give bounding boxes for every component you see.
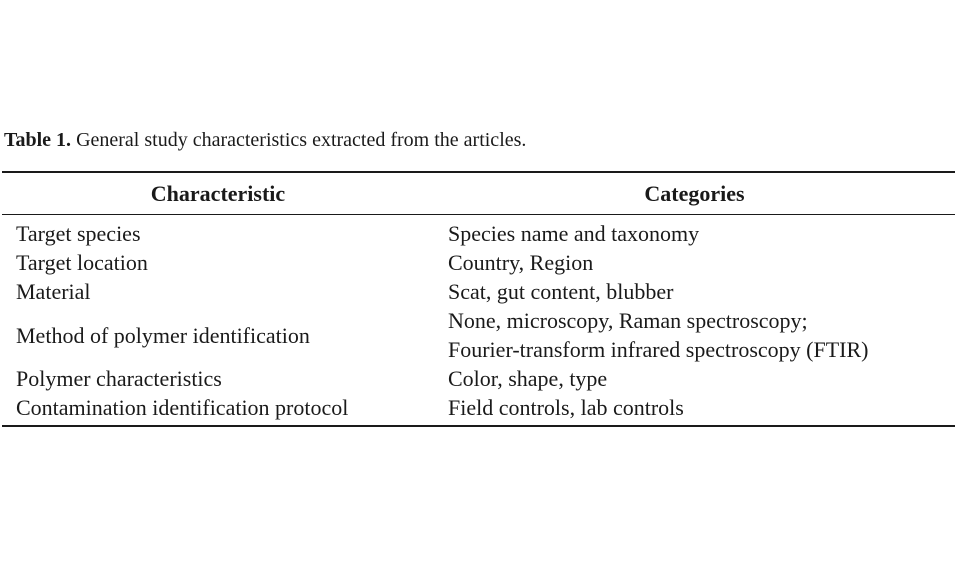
table-body	[2, 215, 955, 426]
table-row	[2, 215, 955, 249]
categories-cell	[434, 248, 955, 277]
characteristic-cell: Method of polymer identification	[16, 322, 310, 348]
column-header-categories: Categories	[434, 173, 955, 215]
study-characteristics-table	[2, 171, 955, 427]
characteristic-cell: Contamination identification protocol	[16, 395, 349, 420]
characteristic-cell: Target location	[16, 250, 148, 275]
table-row	[2, 364, 955, 393]
table-header-row	[2, 173, 955, 215]
categories-line: Species name and taxonomy	[448, 221, 700, 246]
categories-cell	[434, 277, 955, 306]
column-header-characteristic: Characteristic	[2, 173, 434, 215]
table-row	[2, 248, 955, 277]
categories-cell	[434, 393, 955, 425]
table-row	[2, 277, 955, 306]
categories-cell	[434, 364, 955, 393]
characteristic-cell: Target species	[16, 221, 141, 246]
categories-line: Fourier-transform infrared spectroscopy (FTIR)	[448, 337, 869, 362]
categories-line: Country, Region	[448, 250, 594, 275]
categories-line: Color, shape, type	[448, 366, 608, 391]
table-caption	[4, 127, 526, 153]
table-row	[2, 306, 955, 364]
categories-cell	[434, 306, 955, 364]
characteristic-cell: Material	[16, 279, 91, 304]
data-table	[2, 173, 955, 425]
table-caption-text: General study characteristics extracted from the articles.	[76, 129, 527, 151]
characteristic-cell: Polymer characteristics	[16, 366, 222, 391]
table-caption-label: Table 1.	[4, 129, 72, 151]
categories-line: Scat, gut content, blubber	[448, 279, 674, 304]
categories-cell	[434, 215, 955, 249]
table-row	[2, 393, 955, 425]
categories-line: Field controls, lab controls	[448, 395, 684, 420]
table-header	[2, 173, 955, 215]
categories-line: None, microscopy, Raman spectroscopy;	[448, 308, 808, 333]
